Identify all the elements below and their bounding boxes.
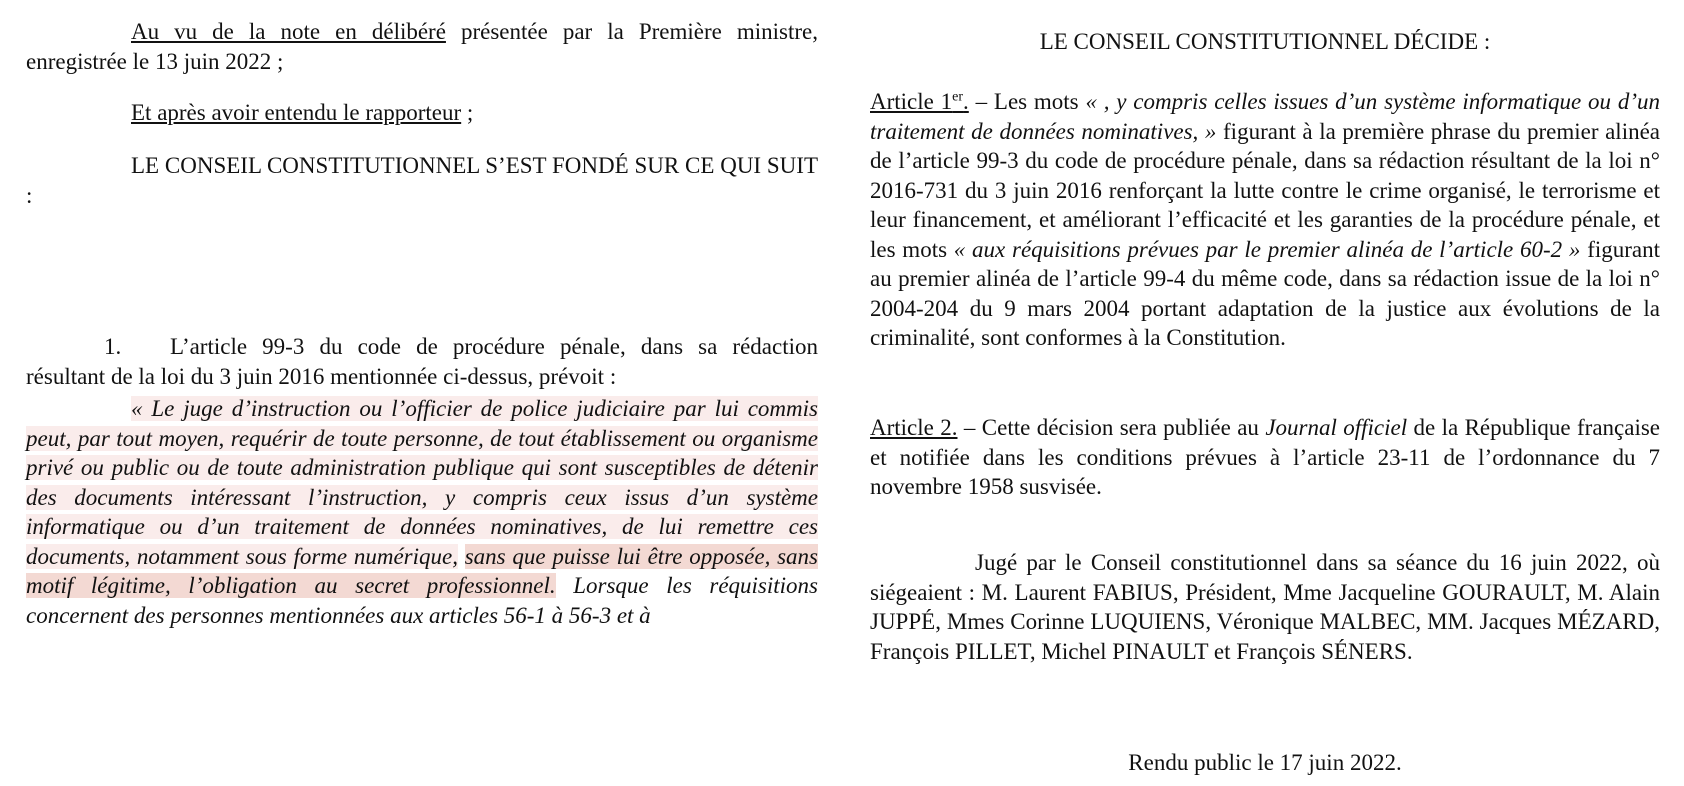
quote-highlight-part-2: sans que puisse lui être opposée, sans motif légitime, l’obligation au secret professionnel. <box>26 543 818 598</box>
article-2-text-1: – Cette décision sera publiée au <box>957 415 1266 440</box>
article-1-quote-2: « aux réquisitions prévues par le premier alinéa de l’article 60-2 » <box>953 236 1581 262</box>
article-2-text-2: de la République française et notifiée dans les conditions prévues à l’article 23-11 de l’ordonnance du 7 novembre 1958 susvisée. <box>870 415 1661 499</box>
rapporteur-rest: ; <box>461 100 474 125</box>
article-2 <box>870 413 1660 502</box>
article-1-label-base: Article 1 <box>870 89 953 114</box>
heading-fonde-sur-ce-qui-suit: LE CONSEIL CONSTITUTIONNEL S’EST FONDÉ SUR CE QUI SUIT : <box>26 153 818 208</box>
heading-decide: LE CONSEIL CONSTITUTIONNEL DÉCIDE : <box>1039 29 1491 54</box>
article-1-label-end: . <box>963 89 969 114</box>
article-1-quote-1: « , y compris celles issues d’un système informatique ou d’un traitement de données nominatives, » <box>870 89 1660 144</box>
paragraph-note-en-delibere <box>26 17 818 76</box>
rendu-public: Rendu public le 17 juin 2022. <box>1128 750 1402 775</box>
article-1-label <box>870 89 969 114</box>
article-2-journal-officiel: Journal officiel <box>1265 415 1408 440</box>
article-1-text-1: – Les mots <box>968 89 1086 114</box>
quote-highlight-part-1: « Le juge d’instruction ou l’officier de police judiciaire par lui commis peut, par tout moyen, requérir de toute personne, de tout établissement ou organisme privé ou public ou de toute administration publique qui sont susceptibles de détenir des documents intéressant l’instruction, y compris ceux issus d’un système informatique ou d’un traitement de données nominatives, de lui remettre ces documents, notamment sous forme numérique, <box>26 396 818 569</box>
quote-part-3: Lorsque les réquisitions concernent des personnes mentionnées aux articles 56-1 à 56-3 et à <box>26 573 819 628</box>
paragraph-point-1 <box>26 332 818 391</box>
point-1-text: L’article 99-3 du code de procédure pénale, dans sa rédaction résultant de la loi du 3 juin 2016 mentionnée ci-dessus, prévoit : <box>26 334 818 389</box>
article-1 <box>870 87 1660 353</box>
paragraph-juge-par: Jugé par le Conseil constitutionnel dans sa séance du 16 juin 2022, où siégeaient : M. Laurent FABIUS, Président, Mme Jacqueline GOURAULT, M. Alain JUPPÉ, Mmes Corinne LUQUIENS, Véronique MALBEC, MM. Jacques MÉZARD, François PILLET, Michel PINAULT et François SÉNERS. <box>870 550 1660 664</box>
rapporteur-phrase: Et après avoir entendu le rapporteur <box>131 100 462 125</box>
article-2-label: Article 2. <box>870 415 958 440</box>
article-1-text-3: figurant au premier alinéa de l’article 99-4 du même code, dans sa rédaction issue de la loi n° 2004-204 du 9 mars 2004 portant adaptation de la justice aux évolutions de la criminalité, sont conformes à la Constitution. <box>870 236 1661 350</box>
note-en-delibere-phrase: Au vu de la note en délibéré <box>131 19 446 44</box>
article-1-text-2: figurant à la première phrase du premier alinéa de l’article 99-3 du code de procédure pénale, dans sa rédaction résultant de la loi n° 2016-731 du 3 juin 2016 renforçant la lutte contre le crime organisé, le terrorisme et leur financement, et améliorant l’efficacité et les garanties de la procédure pénale, et les mots <box>870 118 1661 262</box>
article-1-label-sup: er <box>952 89 964 105</box>
quoted-article-99-3 <box>26 394 818 630</box>
paragraph-rapporteur <box>26 98 818 128</box>
note-en-delibere-rest: présentée par la Première ministre, enregistrée le 13 juin 2022 ; <box>26 19 818 74</box>
point-number: 1. <box>104 334 122 359</box>
